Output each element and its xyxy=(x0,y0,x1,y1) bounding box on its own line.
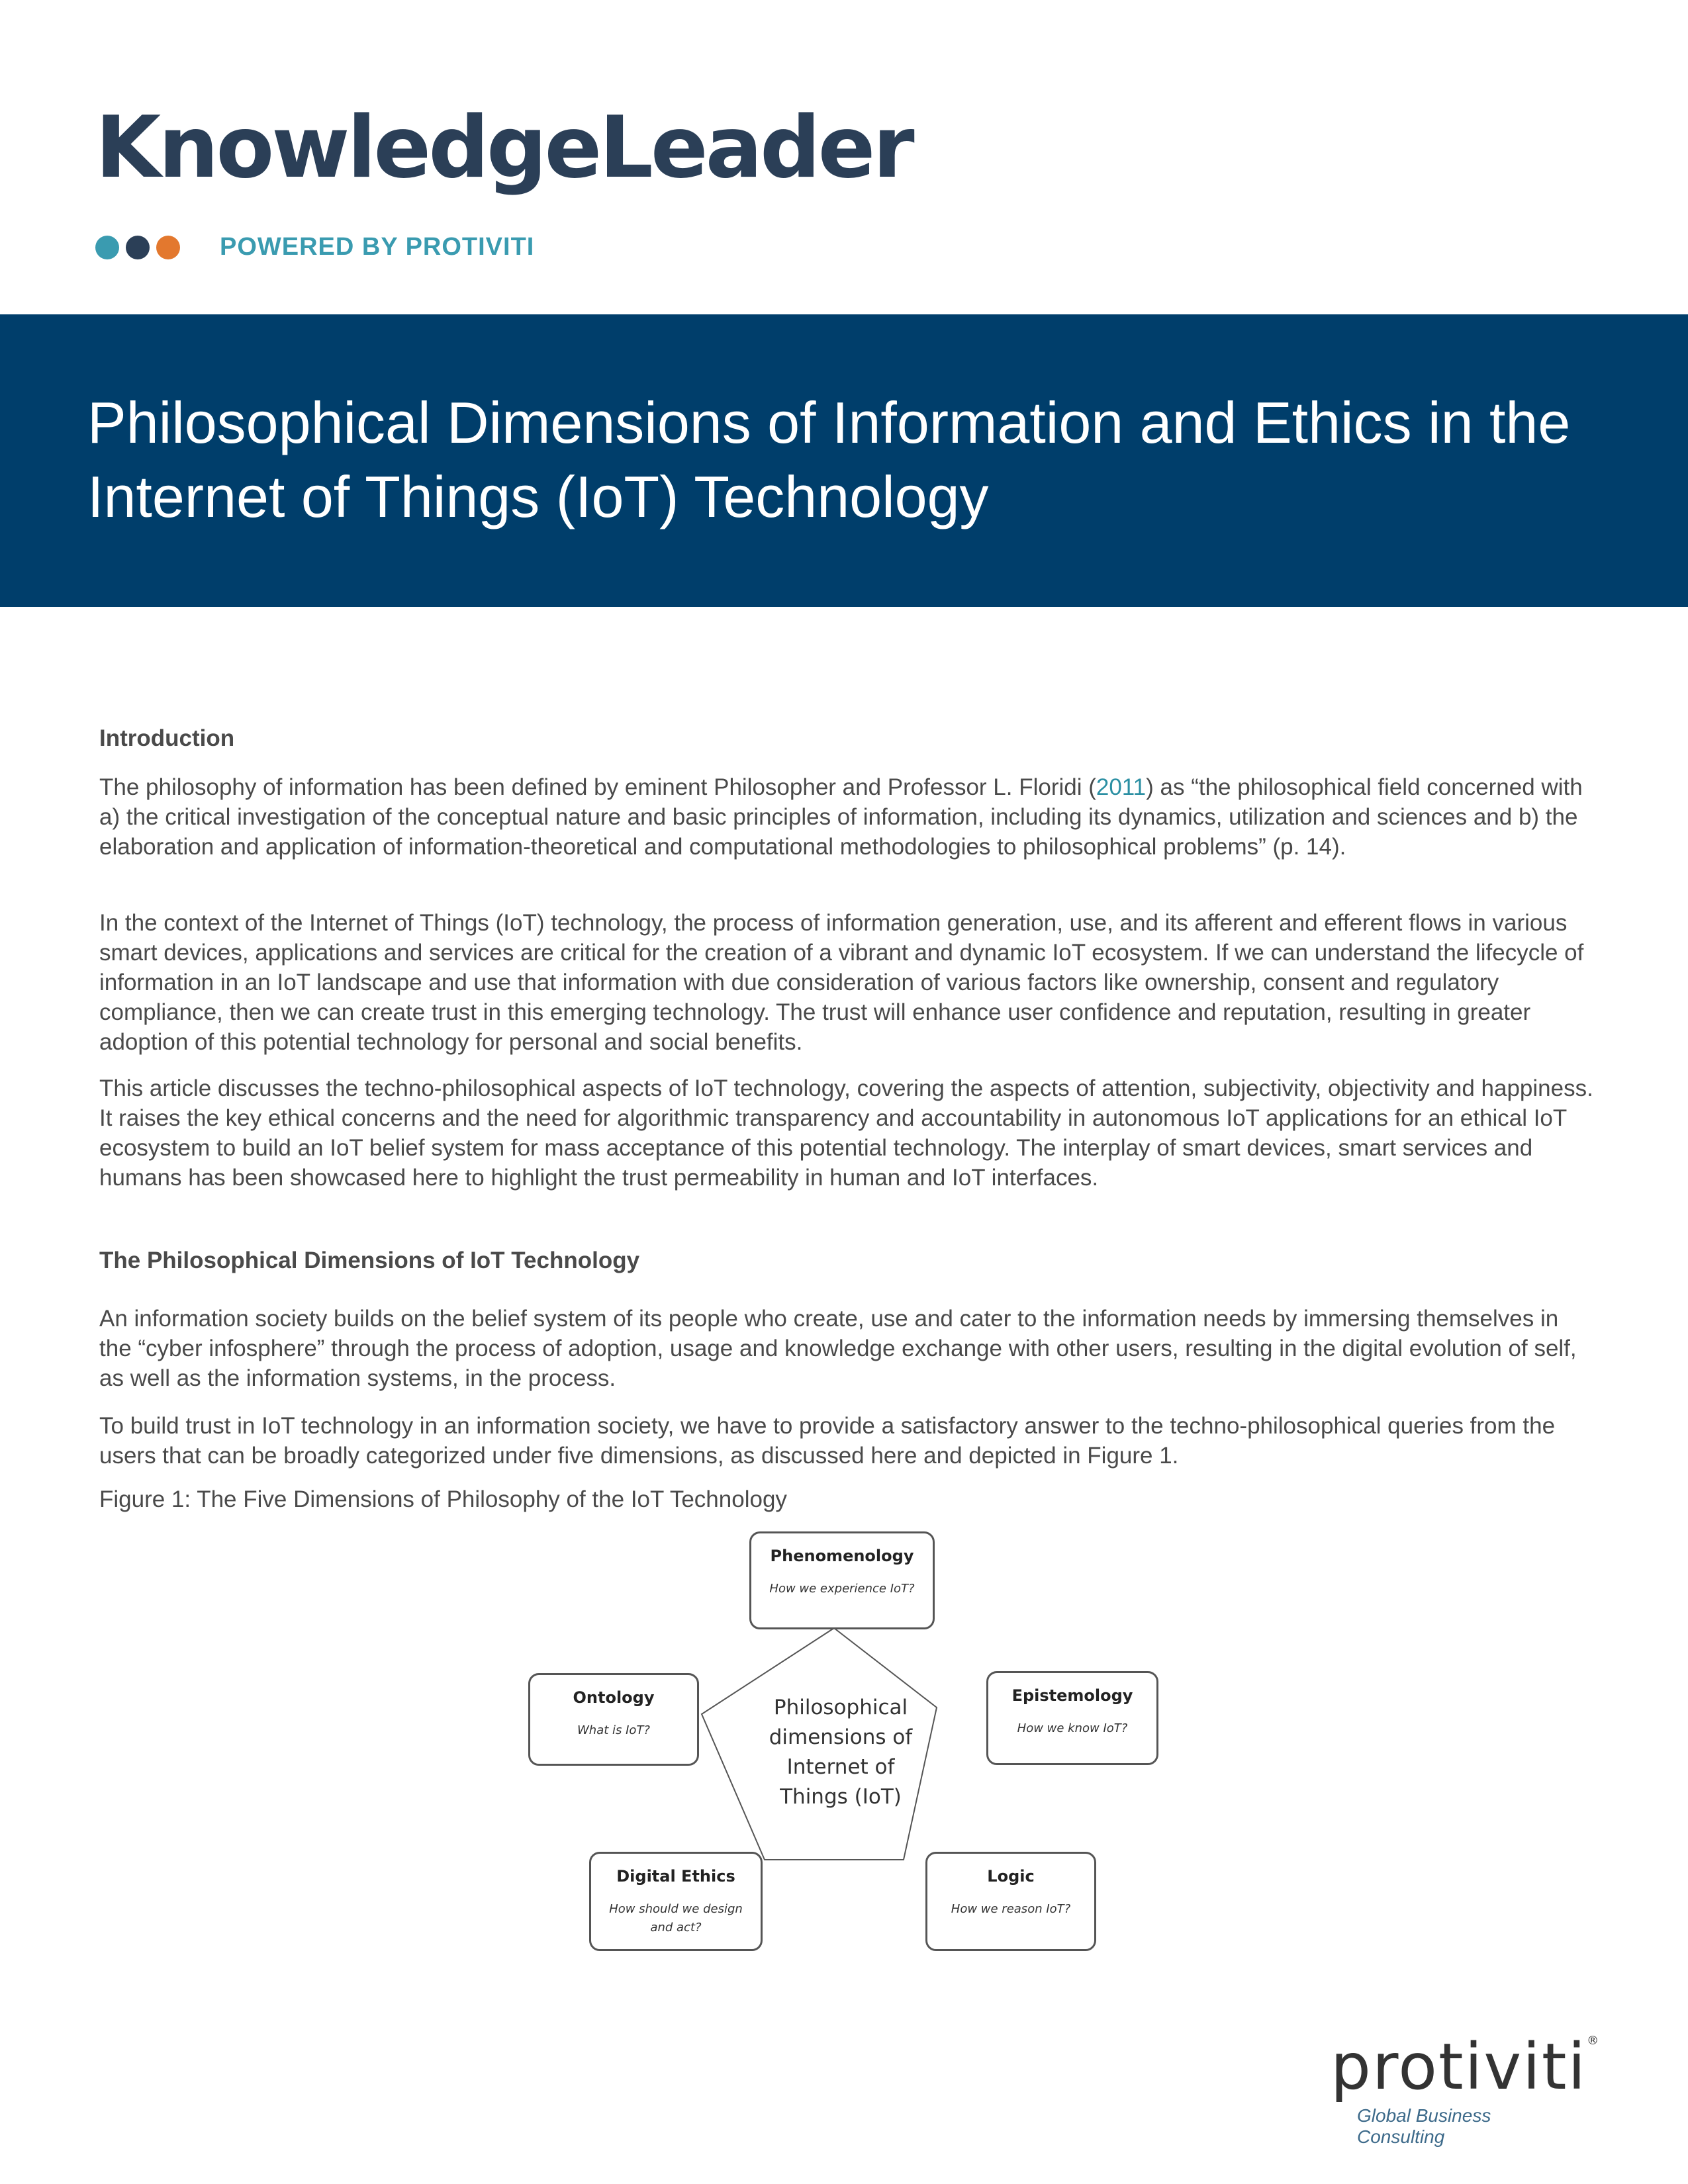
intro-heading: Introduction xyxy=(99,725,235,751)
intro-paragraph-3: This article discusses the techno-philosophical aspects of IoT technology, covering the aspects of attention, subjectivity, objectivity and happiness. It raises the key ethical concerns and the need for algorithmic transparency and accountability in autonomous IoT applications for an ethical IoT ecosystem to build an IoT belief system for mass acceptance of this potential technology. The interplay of smart devices, smart services and humans has been showcased here to highlight the trust permeability in human and IoT interfaces. xyxy=(99,1075,1593,1191)
node-epistemology xyxy=(986,1671,1158,1765)
intro-p1-text-a: The philosophy of information has been defined by eminent Philosopher and Professor L. Floridi ( xyxy=(99,774,1096,800)
center-line-4: Things (IoT) xyxy=(780,1785,902,1809)
center-line-2: dimensions of xyxy=(769,1725,913,1749)
node-logic xyxy=(925,1852,1096,1951)
protiviti-tagline: Global Business Consulting xyxy=(1357,2105,1491,2147)
node-phenomenology-title: Phenomenology xyxy=(770,1547,914,1565)
teal-dot-icon xyxy=(95,236,119,259)
node-epistemology-question: How we know IoT? xyxy=(1017,1721,1128,1735)
knowledgeleader-logo xyxy=(95,99,912,261)
logo-wordmark: KnowledgeLeader xyxy=(95,99,912,197)
intro-paragraph-1 xyxy=(99,772,1595,862)
protiviti-wordmark xyxy=(1331,2030,1601,2104)
five-dimensions-diagram xyxy=(516,1522,1165,1972)
protiviti-brand: protiviti xyxy=(1331,2030,1587,2104)
navy-dot-icon xyxy=(126,236,150,259)
section2-paragraph-1: An information society builds on the belief system of its people who create, use and cater to the information needs by immersing themselves in the “cyber infosphere” through the process of adoption, usage and knowledge exchange with other users, resulting in the digital evolution of self, as well as the information systems, in the process. xyxy=(99,1306,1577,1391)
node-logic-title: Logic xyxy=(987,1867,1035,1886)
node-phenomenology-question: How we experience IoT? xyxy=(769,1582,915,1596)
citation-link-2011[interactable]: 2011 xyxy=(1096,774,1147,800)
center-line-1: Philosophical xyxy=(773,1696,908,1719)
powered-by-label: POWERED BY PROTIVITI xyxy=(220,233,535,261)
node-ontology-title: Ontology xyxy=(573,1688,655,1707)
node-digital-ethics-title: Digital Ethics xyxy=(616,1867,735,1886)
title-banner xyxy=(0,314,1688,607)
node-digital-ethics xyxy=(589,1852,763,1951)
registered-mark: ® xyxy=(1587,2034,1601,2048)
center-line-3: Internet of xyxy=(786,1755,895,1779)
node-phenomenology xyxy=(749,1531,935,1629)
figure-caption: Figure 1: The Five Dimensions of Philosophy of the IoT Technology xyxy=(99,1486,787,1512)
page-title: Philosophical Dimensions of Information and Ethics in the Internet of Things (IoT) Technology xyxy=(87,390,1571,529)
node-logic-question: How we reason IoT? xyxy=(951,1902,1071,1916)
node-ontology-question: What is IoT? xyxy=(577,1723,650,1737)
node-digital-ethics-question: How should we design and act? xyxy=(609,1902,743,1934)
powered-by-row xyxy=(95,233,534,261)
orange-dot-icon xyxy=(156,236,180,259)
section-heading-philosophical-dimensions: The Philosophical Dimensions of IoT Technology xyxy=(99,1248,640,1273)
intro-p1-text-b: ) as “the philosophical field concerned with a) the critical investigation of the conceptual nature and basic principles of information, including its dynamics, utilization and sciences and b) the elaboration and application of information-theoretical and computational methodologies to philosophical problems” (p. 14). xyxy=(99,774,1583,860)
section2-paragraph-2: To build trust in IoT technology in an information society, we have to provide a satisfactory answer to the techno-philosophical queries from the users that can be broadly categorized under five dimensions, as discussed here and depicted in Figure 1. xyxy=(99,1413,1556,1469)
protiviti-logo xyxy=(1331,2030,1601,2148)
node-epistemology-title: Epistemology xyxy=(1011,1686,1133,1705)
intro-paragraph-2: In the context of the Internet of Things (IoT) technology, the process of information generation, use, and its afferent and efferent flows in various smart devices, applications and services are critical for the creation of a vibrant and dynamic IoT ecosystem. If we can understand the lifecycle of information in an IoT landscape and use that information with due consideration of various factors like ownership, consent and regulatory compliance, then we can create trust in this emerging technology. The trust will enhance user confidence and reputation, resulting in greater adoption of this potential technology for personal and social benefits. xyxy=(99,910,1584,1055)
node-ontology xyxy=(528,1673,699,1766)
diagram-center-label xyxy=(755,1693,927,1812)
